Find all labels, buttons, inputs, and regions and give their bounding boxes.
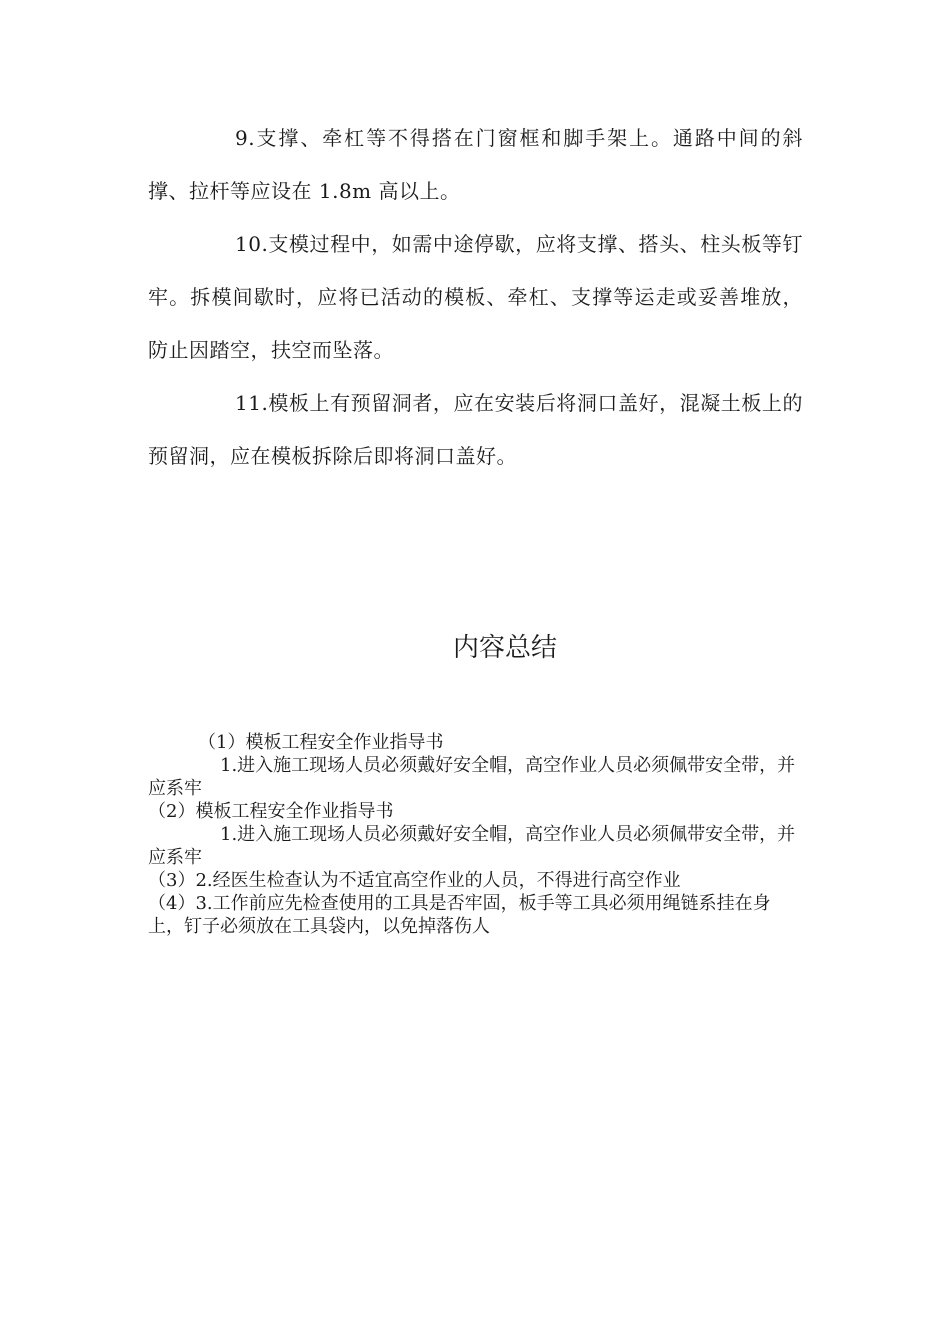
summary-list [148, 731, 800, 938]
summary-text-2: 1.进入施工现场人员必须戴好安全帽，高空作业人员必须佩带安全带，并应系牢 [148, 824, 796, 868]
summary-text-1: 1.进入施工现场人员必须戴好安全帽，高空作业人员必须佩带安全带，并应系牢 [148, 755, 796, 799]
summary-item-4: （4）3.工作前应先检查使用的工具是否牢固，板手等工具必须用绳链系挂在身上，钉子必须放在工具袋内，以免掉落伤人 [148, 893, 771, 937]
paragraph-item-10: 10.支模过程中，如需中途停歇，应将支撑、搭头、柱头板等钉牢。拆模间歇时，应将已活动的模板、牵杠、支撑等运走或妥善堆放，防止因踏空，扶空而坠落。 [148, 232, 803, 362]
summary-item-3: （3）2.经医生检查认为不适宜高空作业的人员，不得进行高空作业 [148, 870, 681, 891]
paragraph-item-9: 9.支撑、牵杠等不得搭在门窗框和脚手架上。通路中间的斜撑、拉杆等应设在 1.8m 高以上。 [148, 126, 803, 203]
summary-heading-2: （2）模板工程安全作业指导书 [148, 801, 394, 822]
paragraph-item-11: 11.模板上有预留洞者，应在安装后将洞口盖好，混凝土板上的预留洞，应在模板拆除后即将洞口盖好。 [148, 391, 803, 468]
body-text-section [148, 112, 803, 483]
summary-title: 内容总结 [452, 633, 557, 663]
summary-heading-1: （1）模板工程安全作业指导书 [198, 732, 444, 753]
